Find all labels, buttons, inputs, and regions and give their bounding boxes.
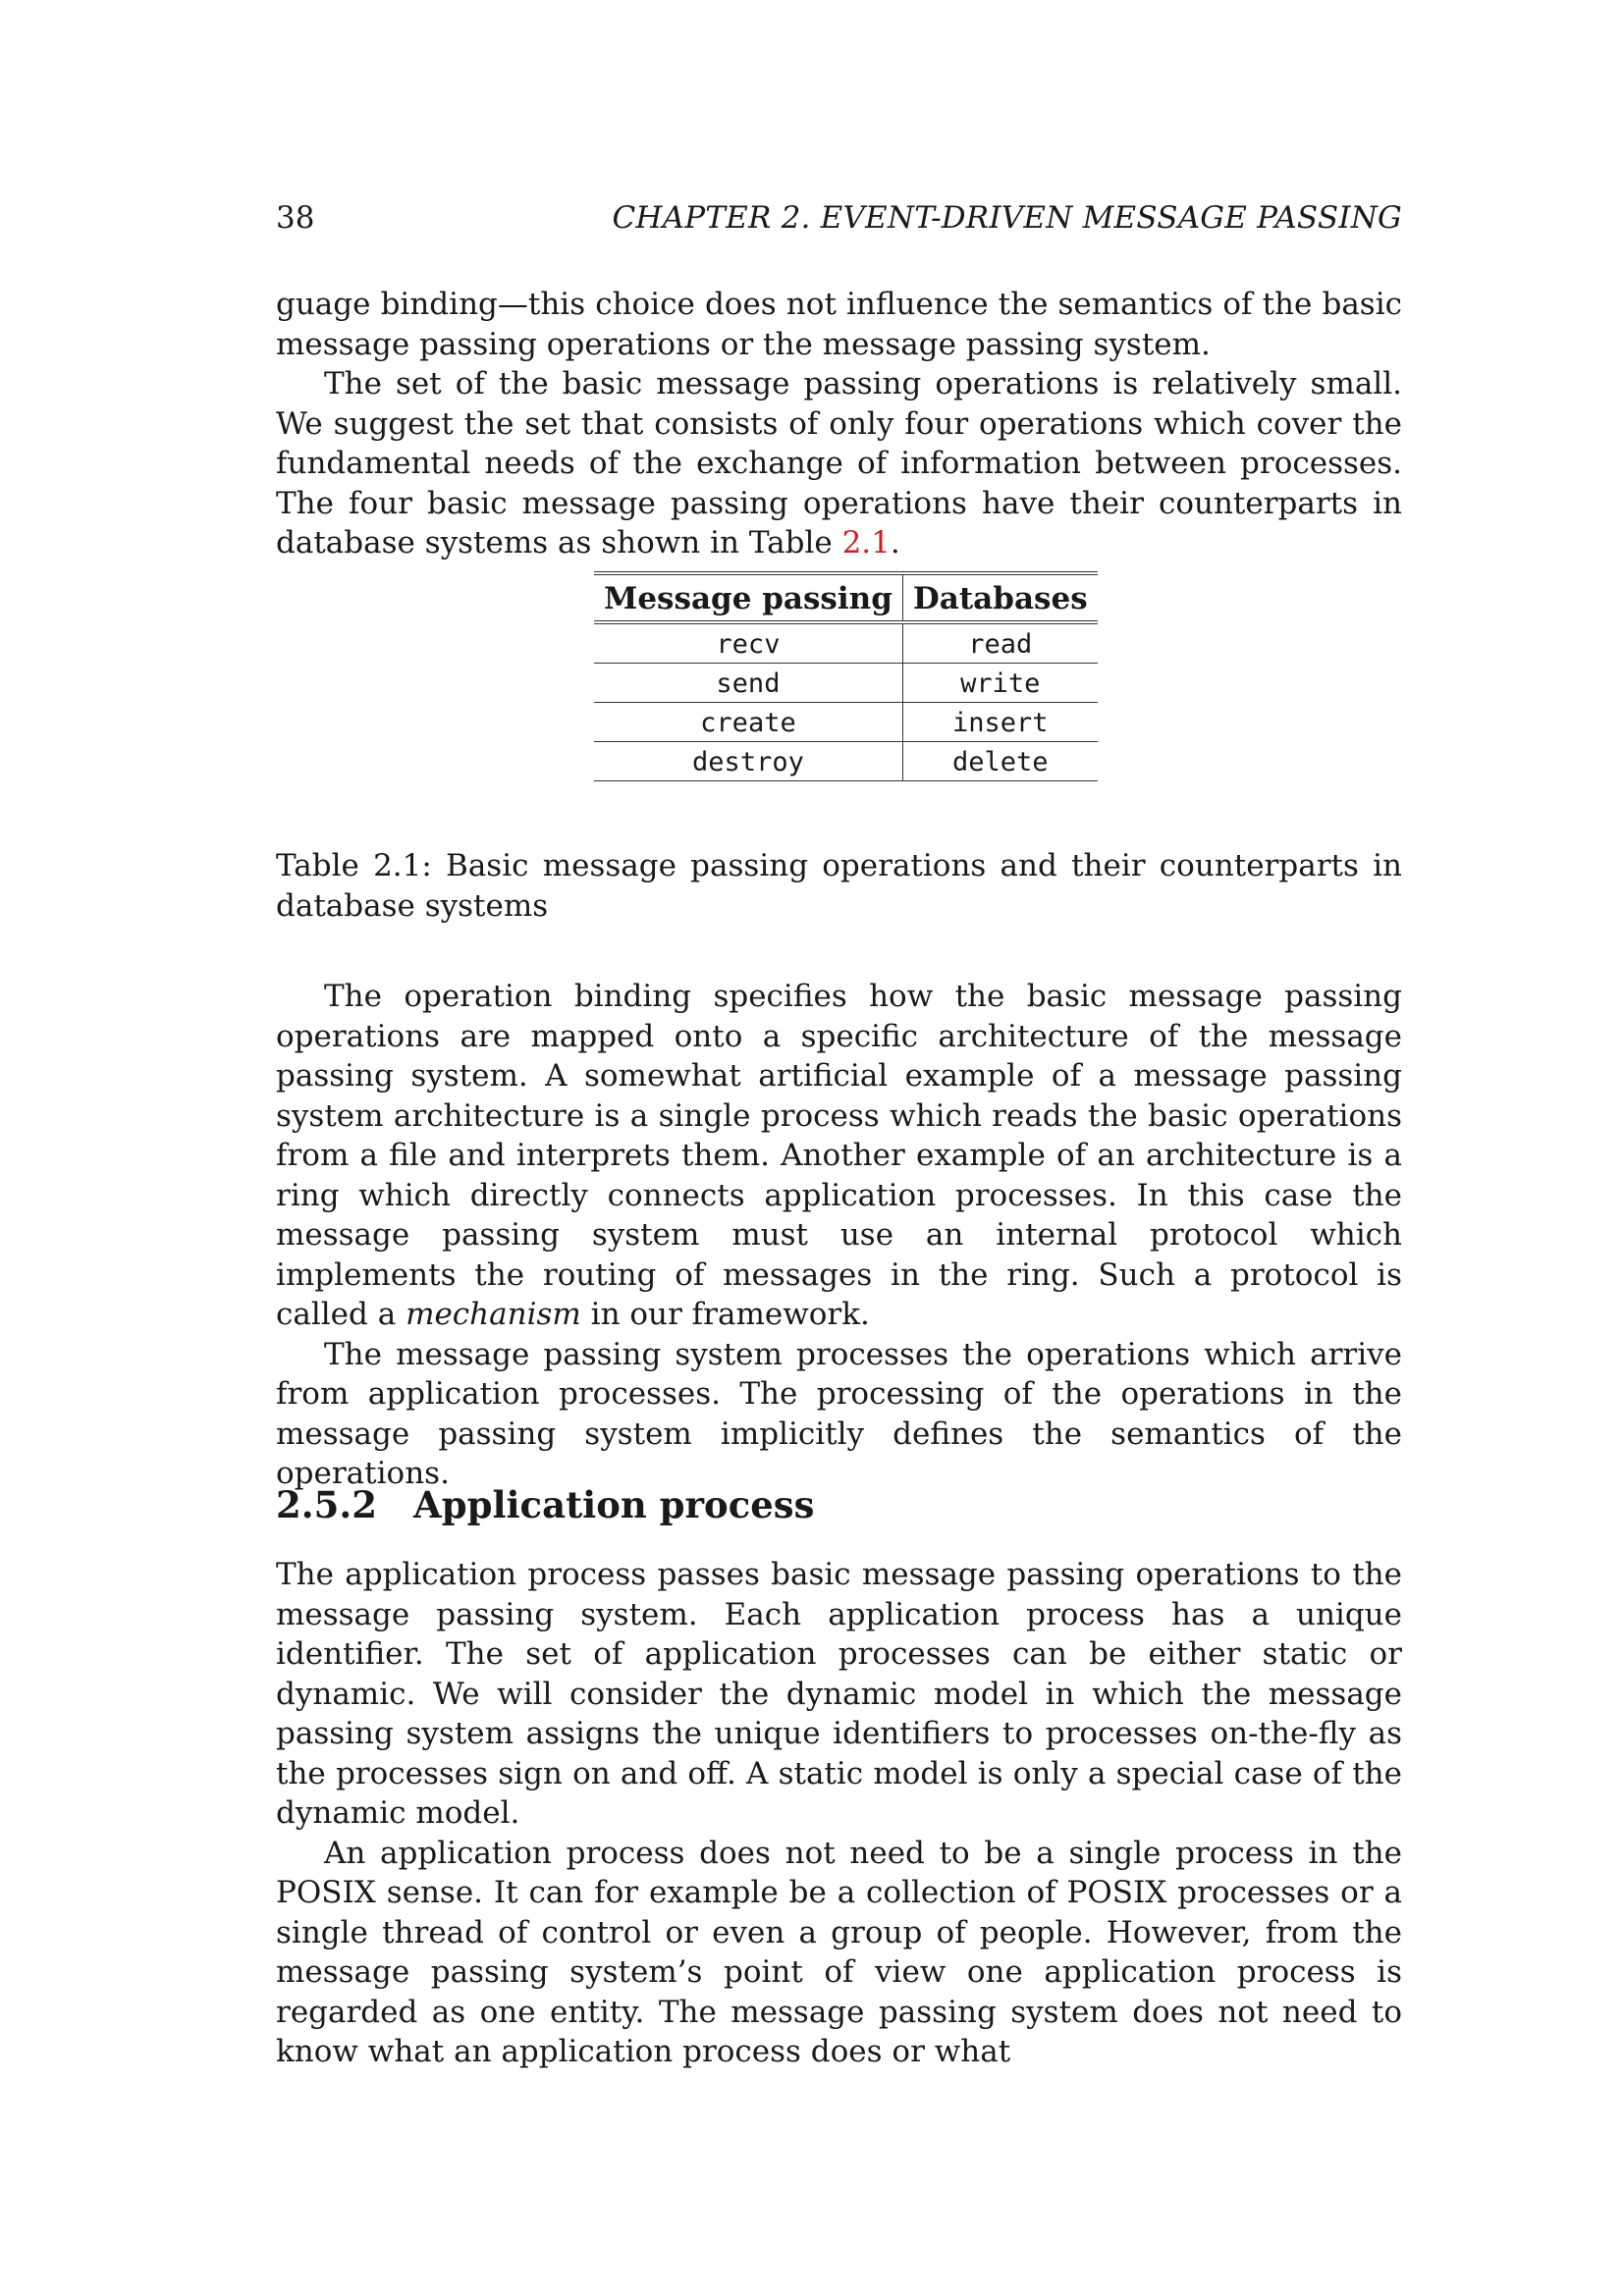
header-message-passing: Message passing <box>594 573 902 622</box>
cell-operation: destroy <box>594 742 902 781</box>
cell-db-operation: insert <box>902 703 1097 742</box>
chapter-title: CHAPTER 2. EVENT-DRIVEN MESSAGE PASSING <box>612 200 1402 236</box>
section-text <box>276 1555 1402 2072</box>
paragraph-posix: An application process does not need to be a single process in the POSIX sense. It can for example be a collection of POSIX processes or a single thread of control or even a group of people. However, from the message passing system’s point of view one application process is regarded as one entity. The message passing system does not need to know what an application process does or what <box>276 1835 1402 2069</box>
table-row <box>594 664 1098 703</box>
section-number: 2.5.2 <box>276 1483 377 1526</box>
cell-db-operation: delete <box>902 742 1097 781</box>
header-databases: Databases <box>902 573 1097 622</box>
intro-text <box>276 285 1402 563</box>
table-row <box>594 622 1098 664</box>
cell-db-operation: read <box>902 622 1097 664</box>
body-text <box>276 977 1402 1494</box>
table-row <box>594 703 1098 742</box>
paragraph-processing: The message passing system processes the operations which arrive from application processes. The processing of the operations in the message passing system implicitly defines the semantics of the operations. <box>276 1336 1402 1491</box>
running-header <box>276 196 1402 240</box>
table-row <box>594 742 1098 781</box>
emphasis-mechanism: mechanism <box>406 1297 581 1332</box>
cell-operation: create <box>594 703 902 742</box>
paragraph-end: in our framework. <box>580 1297 870 1332</box>
table-header-row <box>594 573 1098 622</box>
cell-operation: send <box>594 664 902 703</box>
section-title: Application process <box>413 1483 815 1526</box>
paragraph-operations <box>276 364 1402 563</box>
paragraph-continuation: guage binding—this choice does not influence the semantics of the basic message passing operations or the message passing system. <box>276 287 1402 362</box>
paragraph-application-process: The application process passes basic message passing operations to the message passing system. Each application process has a unique identifier. The set of application processes can be either static or dynamic. We will consider the dynamic model in which the message passing system assigns the unique identifiers to processes on-the-fly as the processes sign on and off. A static model is only a special case of the dynamic model. <box>276 1557 1402 1831</box>
table-caption: Table 2.1: Basic message passing operations and their counterparts in database systems <box>276 848 1402 924</box>
paragraph-text: The set of the basic message passing operations is relatively small. We suggest the set that consists of only four operations which cover the fundamental needs of the exchange of information between processes. The four basic message passing operations have their counterparts in database systems as shown in Table <box>276 366 1402 561</box>
cell-operation: recv <box>594 622 902 664</box>
paragraph-text: The operation binding specifies how the basic message passing operations are mapped onto a specific architecture of the message passing system. A somewhat artificial example of a message passing system architecture is a single process which reads the basic operations from a file and interprets them. Another example of an architecture is a ring which directly connects application processes. In this case the message passing system must use an internal protocol which implements the routing of messages in the ring. Such a protocol is called a <box>276 979 1402 1332</box>
section-heading <box>276 1480 1402 1529</box>
cell-db-operation: write <box>902 664 1097 703</box>
paragraph-end: . <box>890 525 900 561</box>
paragraph-operation-binding <box>276 977 1402 1335</box>
table-reference-link[interactable]: 2.1 <box>841 525 891 561</box>
page-number: 38 <box>276 200 315 236</box>
document-page <box>276 0 1402 2296</box>
operations-table-container <box>594 571 1087 781</box>
operations-table <box>594 571 1098 781</box>
